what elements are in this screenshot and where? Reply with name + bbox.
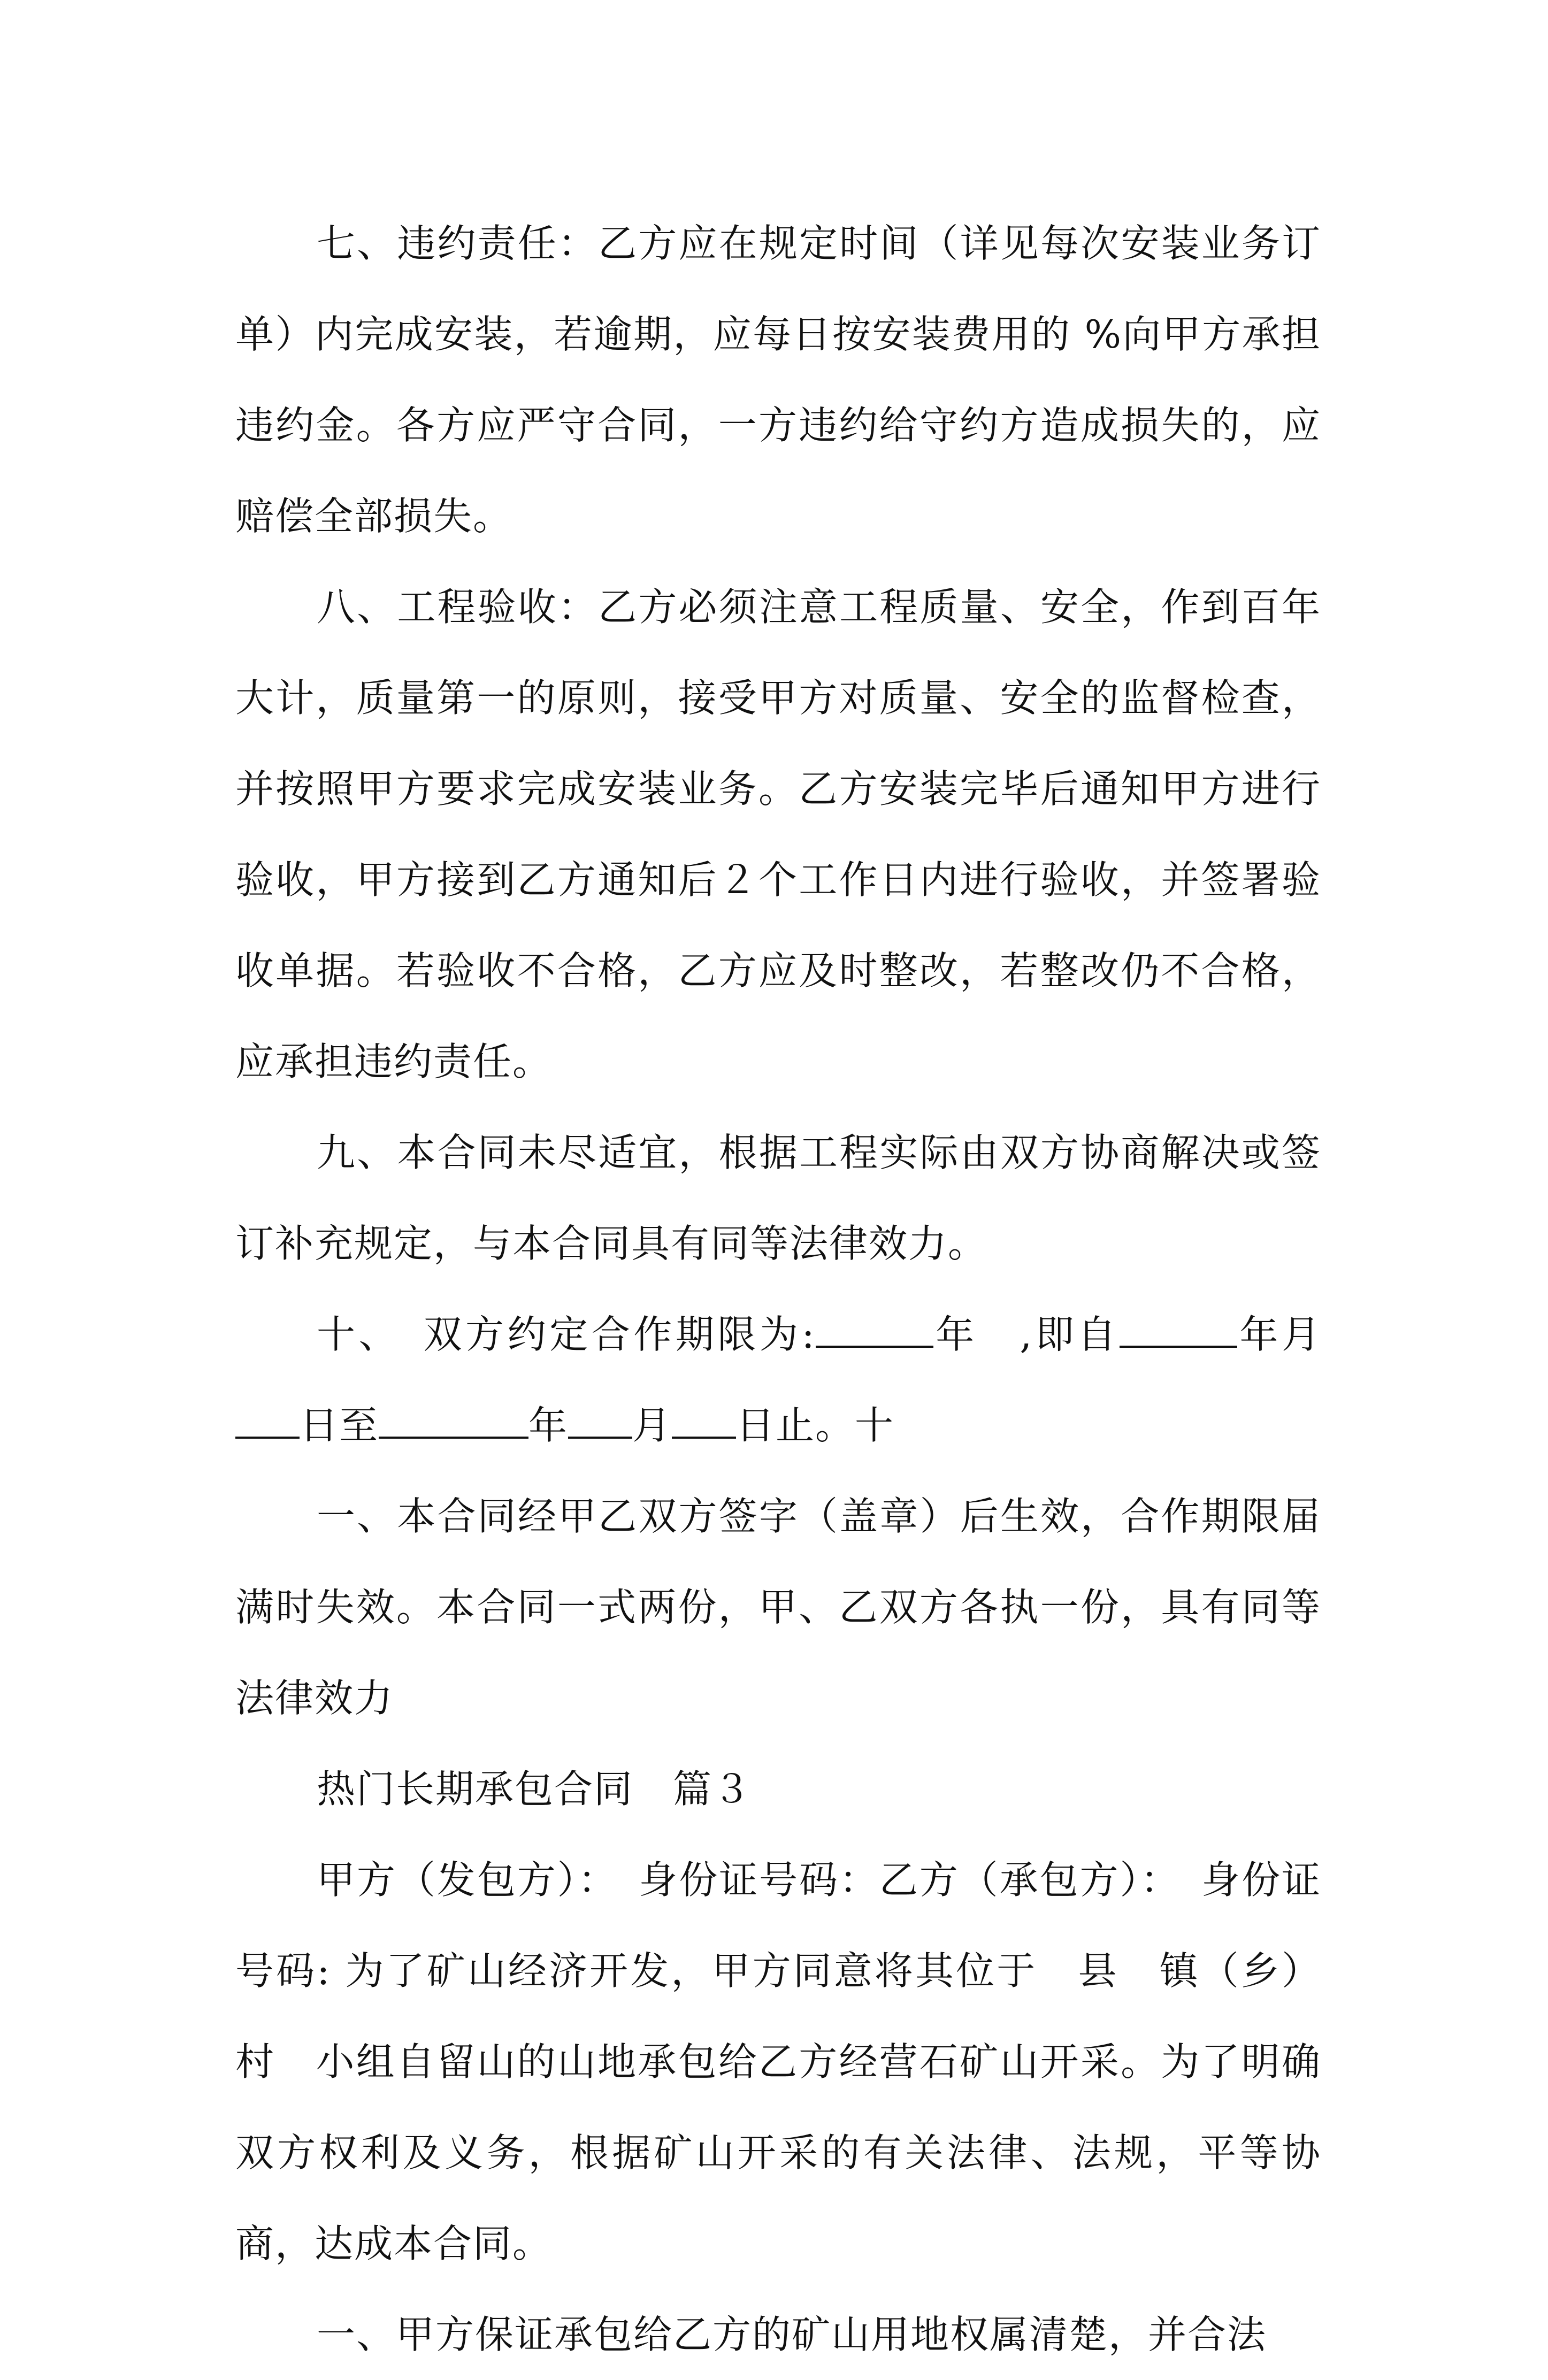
- clause-11-effectiveness: 一、本合同经甲乙双方签字（盖章）后生效，合作期限届满时失效。本合同一式两份，甲、乙双方各执一份，具有同等法律效力: [235, 1494, 1321, 1721]
- blank-end-day[interactable]: [672, 1407, 736, 1439]
- clause-10-text-2: 年 ,即自: [933, 1312, 1120, 1357]
- clause-10-text-4: 日至: [300, 1403, 379, 1448]
- contract-intro: 甲方（发包方）： 身份证号码：乙方（承包方）： 身份证号码: 为了矿山经济开发，甲方同意将其位于 县 镇（乡）村 小组自留山的山地承包给乙方经营石矿山开采。为了明确双方权利及义务，根据矿山开采的有关法律、法规，平等协商，达成本合同。: [235, 1857, 1321, 2266]
- clause-10-term: [235, 1289, 1361, 1471]
- clause-8-acceptance: 八、工程验收：乙方必须注意工程质量、安全，作到百年大计，质量第一的原则，接受甲方对质量、安全的监督检查，并按照甲方要求完成安装业务。乙方安装完毕后通知甲方进行验收，甲方接到乙方通知后２个工作日内进行验收，并签署验收单据。若验收不合格，乙方应及时整改，若整改仍不合格，应承担违约责任。: [235, 585, 1321, 1084]
- clause-10-text-6: 月: [632, 1403, 672, 1448]
- clause-7-breach-liability: 七、违约责任：乙方应在规定时间（详见每次安装业务订单）内完成安装，若逾期，应每日按安装费用的 %向甲方承担违约金。各方应严守合同，一方违约给守约方造成损失的，应赔偿全部损失。: [235, 221, 1321, 539]
- blank-end-month[interactable]: [568, 1407, 632, 1439]
- clause-10-text-7: 日止。十: [736, 1403, 895, 1448]
- blank-start-day[interactable]: [235, 1407, 300, 1439]
- blank-years[interactable]: [816, 1316, 933, 1348]
- blank-start-year[interactable]: [1120, 1316, 1237, 1348]
- section-title: 热门长期承包合同 篇３: [317, 1767, 753, 1811]
- clause-1-land-rights: 一、甲方保证承包给乙方的矿山用地权属清楚，并合法: [317, 2312, 1267, 2357]
- clause-10-text-3: 年月: [1237, 1312, 1361, 1357]
- blank-end-year[interactable]: [379, 1407, 528, 1439]
- clause-10-text-5: 年: [528, 1403, 569, 1448]
- clause-9-supplement: 九、本合同未尽适宜，根据工程实际由双方协商解决或签订补充规定，与本合同具有同等法律效力。: [235, 1130, 1321, 1266]
- clause-10-text-1: 十、 双方约定合作期限为:: [317, 1312, 816, 1357]
- contract-body: [235, 198, 1361, 2380]
